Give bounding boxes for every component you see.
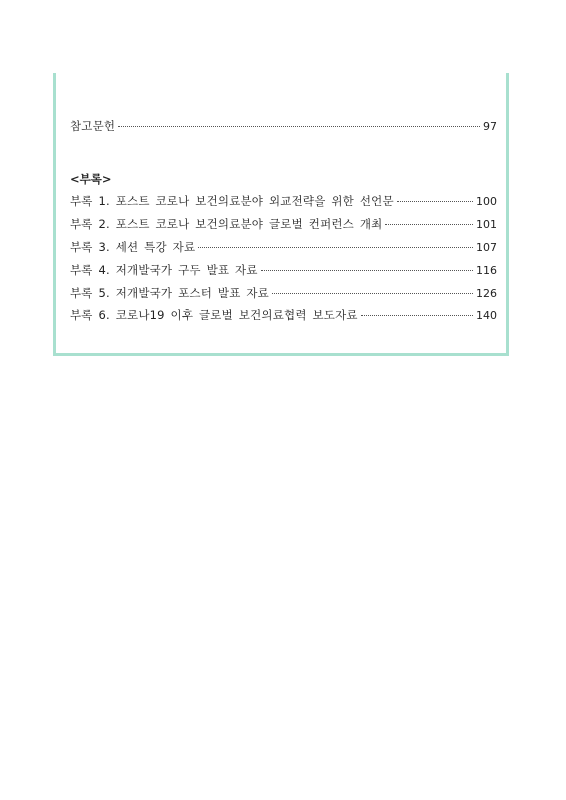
dot-leader (272, 293, 473, 294)
dot-leader (385, 224, 473, 225)
toc-entry-appendix-4[interactable] (70, 262, 497, 278)
toc-entry-page: 100 (476, 195, 497, 208)
toc-entry-appendix-3[interactable] (70, 239, 497, 255)
toc-entry-title: 부록 3. 세션 특강 자료 (70, 240, 196, 254)
toc-entry-references[interactable] (70, 118, 497, 134)
toc-entry-appendix-6[interactable] (70, 307, 497, 323)
toc-entry-appendix-5[interactable] (70, 285, 497, 301)
toc-entry-title: 부록 5. 저개발국가 포스터 발표 자료 (70, 286, 269, 300)
dot-leader (198, 247, 473, 248)
toc-entry-page: 107 (476, 241, 497, 254)
toc-entry-page: 126 (476, 287, 497, 300)
dot-leader (118, 126, 480, 127)
dot-leader (361, 315, 473, 316)
toc-entry-title: 부록 4. 저개발국가 구두 발표 자료 (70, 263, 258, 277)
toc-entry-title: 부록 2. 포스트 코로나 보건의료분야 글로벌 컨퍼런스 개최 (70, 217, 383, 231)
toc-entry-title: 참고문헌 (70, 119, 116, 133)
toc-entry-page: 140 (476, 309, 497, 322)
toc-entry-title: 부록 1. 포스트 코로나 보건의료분야 외교전략을 위한 선언문 (70, 194, 394, 208)
toc-entry-title: 부록 6. 코로나19 이후 글로벌 보건의료협력 보도자료 (70, 308, 358, 322)
toc-entry-page: 101 (476, 218, 497, 231)
toc-entry-page: 97 (483, 120, 497, 133)
toc-entry-appendix-1[interactable] (70, 193, 497, 209)
toc-entry-appendix-2[interactable] (70, 216, 497, 232)
dot-leader (397, 201, 473, 202)
dot-leader (261, 270, 473, 271)
appendix-heading: <부록> (70, 172, 112, 186)
toc-entry-page: 116 (476, 264, 497, 277)
toc-frame (53, 73, 509, 356)
